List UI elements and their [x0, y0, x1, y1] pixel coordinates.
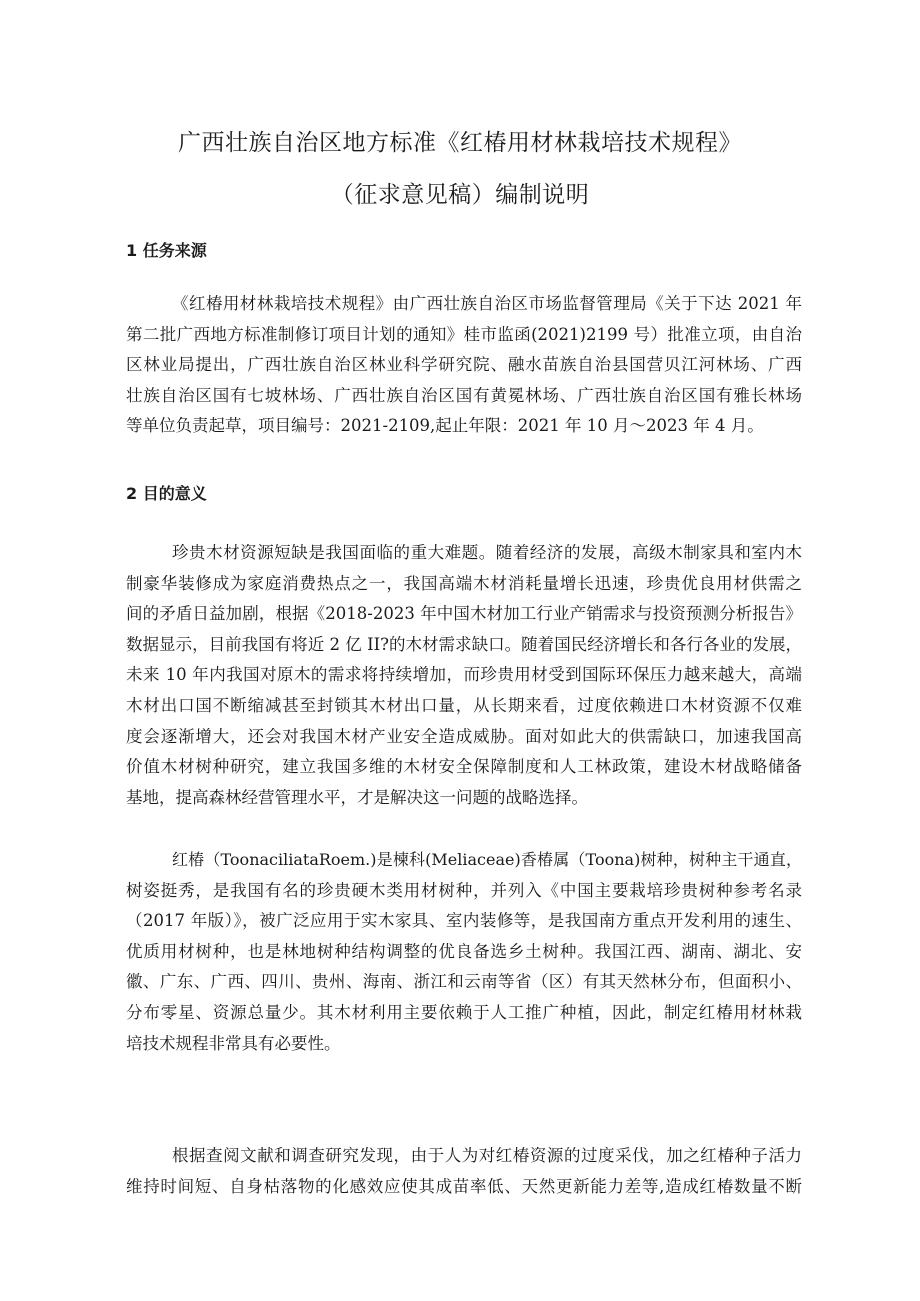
paragraph-timber-shortage [126, 538, 802, 813]
text-line: 珍贵木材资源短缺是我国面临的重大难题。随着经济的发展，高级木制家具和室内木 [172, 543, 802, 562]
text-line: 度会逐渐增大，还会对我国木材产业安全造成威胁。面对如此大的供需缺口，加速我国高 [126, 726, 802, 746]
text-line: 价值木材树种研究，建立我国多维的木材安全保障制度和人工林政策，建设木材战略储备 [126, 757, 802, 777]
document-title-line-2: （征求意见稿）编制说明 [330, 182, 590, 208]
document-title-line-1: 广西壮族自治区地方标准《红椿用材林栽培技术规程》 [178, 130, 742, 156]
section-heading-purpose: 2 目的意义 [126, 484, 207, 503]
text-line: 等单位负责起草，项目编号：2021-2109,起止年限：2021 年 10 月～2023 年 4 月。 [126, 416, 764, 436]
text-line: 《红椿用材林栽培技术规程》由广西壮族自治区市场监督管理局《关于下达 2021 年 [172, 294, 802, 313]
paragraph-toona-ciliata [126, 845, 802, 1059]
text-line: 间的矛盾日益加剧，根据《2018-2023 年中国木材加工行业产销需求与投资预测分析报告》 [126, 604, 802, 624]
text-line: （2017 年版）》，被广泛应用于实木家具、室内装修等，是我国南方重点开发利用的速生、 [126, 911, 802, 931]
text-line: 红椿（ToonaciliataRoem.)是楝科(Meliaceae)香椿属（Toona)树种，树种主干通直， [172, 850, 802, 869]
text-line: 优质用材树种，也是林地树种结构调整的优良备选乡土树种。我国江西、湖南、湖北、安 [126, 941, 802, 961]
text-line: 分布零星、资源总量少。其木材利用主要依赖于人工推广种植，因此，制定红椿用材林栽 [126, 1002, 802, 1022]
text-line: 木材出口国不断缩减甚至封锁其木材出口量，从长期来看，过度依赖进口木材资源不仅难 [126, 695, 802, 715]
text-line: 维持时间短、自身枯落物的化感效应使其成苗率低、天然更新能力差等,造成红椿数量不断 [126, 1176, 802, 1196]
text-line: 未来 10 年内我国对原木的需求将持续增加，而珍贵用材受到国际环保压力越来越大，高端 [126, 665, 802, 685]
section-heading-task-source: 1 任务来源 [126, 241, 207, 260]
text-line: 徽、广东、广西、四川、贵州、海南、浙江和云南等省（区）有其天然林分布，但面积小、 [126, 972, 802, 992]
text-line: 壮族自治区国有七坡林场、广西壮族自治区国有黄冕林场、广西壮族自治区国有雅长林场 [126, 385, 802, 405]
text-line: 根据查阅文献和调查研究发现，由于人为对红椿资源的过度采伐，加之红椿种子活力 [172, 1146, 802, 1165]
paragraph-research-findings [126, 1141, 802, 1202]
text-line: 制豪华装修成为家庭消费热点之一，我国高端木材消耗量增长迅速，珍贵优良用材供需之 [126, 573, 802, 593]
text-line: 数据显示，目前我国有将近 2 亿 II?的木材需求缺口。随着国民经济增长和各行各业的发展， [126, 634, 802, 654]
paragraph-task-source [126, 289, 802, 442]
text-line: 基地，提高森林经营管理水平，才是解决这一问题的战略选择。 [126, 787, 588, 807]
text-line: 培技术规程非常具有必要性。 [126, 1033, 341, 1053]
text-line: 第二批广西地方标准制修订项目计划的通知》桂市监函(2021)2199 号）批准立项，由自治 [126, 324, 802, 344]
text-line: 树姿挺秀，是我国有名的珍贵硬木类用材树种，并列入《中国主要栽培珍贵树种参考名录 [126, 880, 802, 900]
text-line: 区林业局提出，广西壮族自治区林业科学研究院、融水苗族自治县国营贝江河林场、广西 [126, 355, 802, 375]
